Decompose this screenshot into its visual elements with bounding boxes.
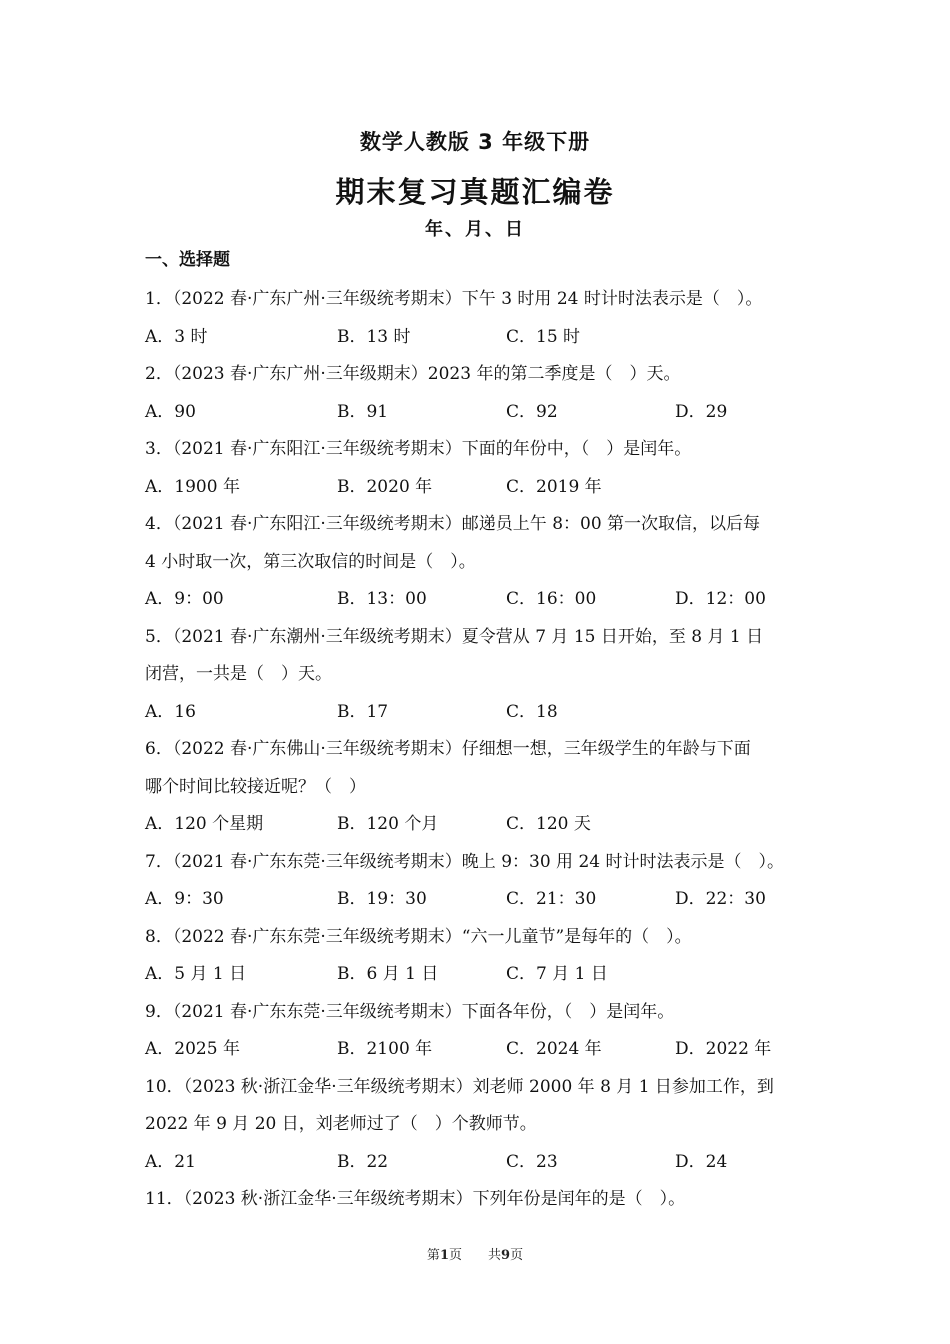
option-b[interactable]: B．13：00 <box>337 589 427 609</box>
option-c[interactable]: C．92 <box>506 401 558 422</box>
option-d[interactable]: D．29 <box>675 401 728 422</box>
option-b[interactable]: B．22 <box>337 1151 389 1172</box>
page-suffix: 页 <box>448 1248 462 1263</box>
page-title: 期末复习真题汇编卷 <box>335 175 615 209</box>
page-prefix: 第 <box>426 1248 440 1263</box>
option-d[interactable]: D．2022 年 <box>675 1039 772 1059</box>
option-b[interactable]: B．19：30 <box>337 889 427 909</box>
option-a[interactable]: A．1900 年 <box>145 476 240 497</box>
section-heading: 一、选择题 <box>145 250 230 270</box>
option-row <box>145 469 825 507</box>
question-item <box>145 506 825 619</box>
page-footer <box>0 1244 950 1263</box>
question-item <box>145 1069 825 1182</box>
question-text: 闭营，一共是（ ）天。 <box>145 664 332 684</box>
page-subtitle: 数学人教版 3 年级下册 <box>359 130 591 154</box>
option-b[interactable]: B．120 个月 <box>337 814 439 834</box>
question-text: 3．（2021 春·广东阳江·三年级统考期末）下面的年份中，（ ）是闰年。 <box>145 439 692 459</box>
question-text: 4 小时取一次，第三次取信的时间是（ ）。 <box>145 551 476 572</box>
total-pages: 9 <box>501 1248 511 1263</box>
question-item <box>145 844 825 919</box>
question-item <box>145 731 825 844</box>
question-item <box>145 431 825 506</box>
option-b[interactable]: B．17 <box>337 701 389 722</box>
option-row <box>145 806 825 844</box>
question-text: 6．（2022 春·广东佛山·三年级统考期末）仔细想一想，三年级学生的年龄与下面 <box>145 739 751 759</box>
option-row <box>145 956 825 994</box>
option-b[interactable]: B．13 时 <box>337 326 411 347</box>
question-text: 9．（2021 春·广东东莞·三年级统考期末）下面各年份，（ ）是闰年。 <box>145 1001 675 1022</box>
option-a[interactable]: A．2025 年 <box>145 1039 240 1059</box>
option-a[interactable]: A．5 月 1 日 <box>145 964 247 984</box>
option-row <box>145 394 825 432</box>
option-a[interactable]: A．3 时 <box>145 326 208 347</box>
option-c[interactable]: C．2019 年 <box>506 476 602 497</box>
option-b[interactable]: B．91 <box>337 401 389 422</box>
question-text: 11．（2023 秋·浙江金华·三年级统考期末）下列年份是闰年的是（ ）。 <box>145 1189 686 1209</box>
option-c[interactable]: C．16：00 <box>506 589 597 609</box>
option-c[interactable]: C．21：30 <box>506 889 597 909</box>
question-item <box>145 919 825 994</box>
question-text: 7．（2021 春·广东东莞·三年级统考期末）晚上 9：30 用 24 时计时法表示是（ ）。 <box>145 851 784 872</box>
option-c[interactable]: C．23 <box>506 1151 558 1172</box>
option-a[interactable]: A．9：30 <box>145 889 224 909</box>
question-text: 哪个时间比较接近呢？（ ） <box>145 776 366 797</box>
question-item <box>145 994 825 1069</box>
option-d[interactable]: D．24 <box>675 1151 728 1172</box>
total-prefix: 共 <box>488 1248 502 1263</box>
page-topic: 年、月、日 <box>425 219 525 240</box>
question-item <box>145 619 825 732</box>
option-c[interactable]: C．7 月 1 日 <box>506 964 608 984</box>
question-item <box>145 1181 825 1219</box>
option-a[interactable]: A．90 <box>145 401 196 422</box>
question-text: 2．（2023 春·广东广州·三年级期末）2023 年的第二季度是（ ）天。 <box>145 364 681 384</box>
option-c[interactable]: C．18 <box>506 701 558 722</box>
page-number: 1 <box>439 1248 449 1263</box>
question-text: 4．（2021 春·广东阳江·三年级统考期末）邮递员上午 8：00 第一次取信，以后每 <box>145 514 761 534</box>
question-item <box>145 356 825 431</box>
option-c[interactable]: C．2024 年 <box>506 1039 602 1059</box>
question-item <box>145 281 825 356</box>
option-a[interactable]: A．21 <box>145 1151 196 1172</box>
option-c[interactable]: C．120 天 <box>506 814 591 834</box>
total-suffix: 页 <box>510 1248 524 1263</box>
option-row <box>145 319 825 357</box>
option-b[interactable]: B．2020 年 <box>337 476 433 497</box>
option-c[interactable]: C．15 时 <box>506 326 581 347</box>
option-row <box>145 581 825 619</box>
question-text: 2022 年 9 月 20 日，刘老师过了（ ）个教师节。 <box>145 1114 537 1134</box>
option-row <box>145 881 825 919</box>
question-list <box>145 281 825 1219</box>
question-text: 10．（2023 秋·浙江金华·三年级统考期末）刘老师 2000 年 8 月 1 日参加工作，到 <box>145 1076 774 1097</box>
option-b[interactable]: B．6 月 1 日 <box>337 964 439 984</box>
option-d[interactable]: D．22：30 <box>675 889 766 909</box>
question-text: 1．（2022 春·广东广州·三年级统考期末）下午 3 时用 24 时计时法表示是（ ）。 <box>145 289 763 309</box>
option-row <box>145 1144 825 1182</box>
question-text: 5．（2021 春·广东潮州·三年级统考期末）夏令营从 7 月 15 日开始，至 8 月 1 日 <box>145 626 764 647</box>
option-a[interactable]: A．16 <box>145 701 196 722</box>
option-b[interactable]: B．2100 年 <box>337 1039 433 1059</box>
option-d[interactable]: D．12：00 <box>675 589 766 609</box>
option-row <box>145 1031 825 1069</box>
question-text: 8．（2022 春·广东东莞·三年级统考期末）“六一儿童节”是每年的（ ）。 <box>145 926 692 947</box>
option-row <box>145 694 825 732</box>
option-a[interactable]: A．120 个星期 <box>145 814 264 834</box>
option-a[interactable]: A．9：00 <box>145 589 224 609</box>
